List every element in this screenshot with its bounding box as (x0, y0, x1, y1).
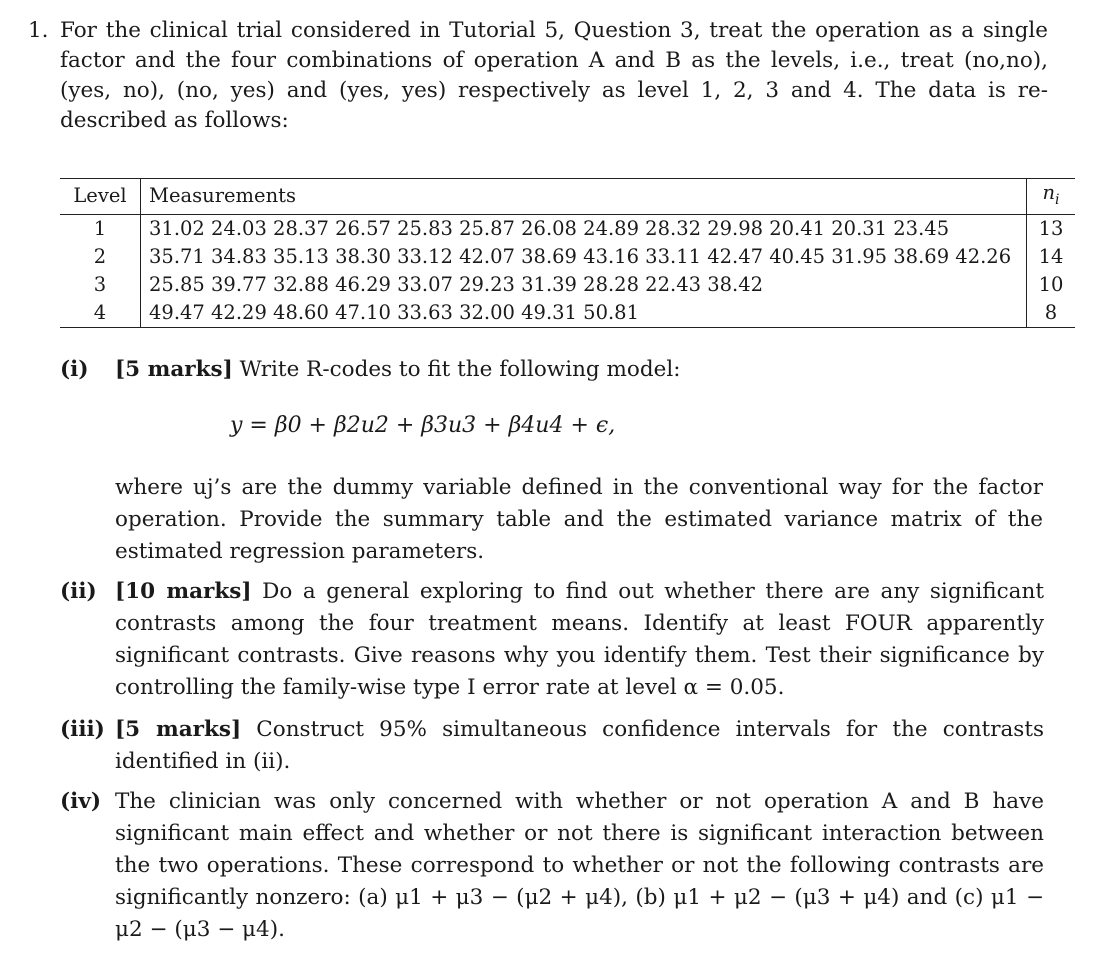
table-row (60, 271, 1075, 299)
model-equation: y = β0 + β2u2 + β3u3 + β4u4 + ϵ, (230, 413, 616, 438)
part-i-description: where uj’s are the dummy variable defined in the conventional way for the factor operation. Provide the summary table and the estimated variance matrix of the estimated regression parameters. (115, 475, 1043, 564)
part-ii-label: (ii) (60, 579, 97, 604)
row-level: 1 (60, 214, 141, 243)
part-i-marks: [5 marks] (115, 357, 233, 382)
header-level: Level (60, 179, 141, 215)
row-n: 8 (1044, 300, 1058, 324)
part-iv-label: (iv) (60, 789, 102, 814)
question-text: For the clinical trial considered in Tutorial 5, Question 3, treat the operation as a single factor and the four combinations of operation A and B as the levels, i.e., treat (no,no), (yes, no), (no, yes) and (yes, yes) respectively as level 1, 2, 3 and 4. The data is re-described as follows: (60, 18, 1048, 133)
row-measurements: 31.02 24.03 28.37 26.57 25.83 25.87 26.08 24.89 28.32 29.98 20.41 20.31 23.45 (141, 214, 1027, 243)
table-row (60, 243, 1075, 271)
part-iii-label: (iii) (60, 717, 105, 742)
part-i-lead (115, 354, 1044, 386)
row-measurements: 49.47 42.29 48.60 47.10 33.63 32.00 49.31 50.81 (141, 299, 1027, 328)
header-n-subscript: i (1055, 191, 1060, 208)
row-n: 10 (1038, 272, 1064, 296)
row-n: 13 (1038, 216, 1064, 240)
row-level: 3 (60, 271, 141, 299)
part-ii-text: Do a general exploring to find out whether there are any significant contrasts among the four treatment means. Identify at least FOUR apparently significant contrasts. Give reasons why you identify them. Test their significance by controlling the family-wise type I error rate at level α = 0.05. (115, 579, 1044, 700)
header-measurements: Measurements (141, 179, 1027, 215)
part-i-lead-text: Write R-codes to fit the following model: (232, 357, 681, 382)
row-measurements: 25.85 39.77 32.88 46.29 33.07 29.23 31.39 28.28 22.43 38.42 (141, 271, 1027, 299)
row-measurements: 35.71 34.83 35.13 38.30 33.12 42.07 38.69 43.16 33.11 42.47 40.45 31.95 38.69 42.26 (141, 243, 1027, 271)
table-row (60, 214, 1075, 243)
part-iii-marks: [5 marks] (115, 717, 242, 742)
table-header-row (60, 179, 1075, 215)
part-iv-text: The clinician was only concerned with whether or not operation A and B have significant main effect and whether or not there is significant interaction between the two operations. These correspond to whether or not the following contrasts are significantly nonzero: (a) μ1 + μ3 − (μ2 + μ4), (b) μ1 + μ2 − (μ3 + μ4) and (c) μ1 − μ2 − (μ3 − μ4). (115, 789, 1044, 942)
part-ii-marks: [10 marks] (115, 579, 252, 604)
part-iii-body (115, 714, 1044, 778)
part-i-label: (i) (60, 357, 89, 382)
header-sample-size (1027, 179, 1076, 215)
part-ii-body (115, 576, 1044, 704)
row-level: 2 (60, 243, 141, 271)
part-iii-text: Construct 95% simultaneous confidence intervals for the contrasts identified in (ii). (115, 717, 1044, 774)
row-level: 4 (60, 299, 141, 328)
table-row (60, 299, 1075, 328)
question-number: 1. (28, 18, 49, 43)
measurements-table (60, 178, 1075, 328)
header-n-symbol: n (1042, 181, 1056, 204)
row-n: 14 (1038, 244, 1064, 268)
